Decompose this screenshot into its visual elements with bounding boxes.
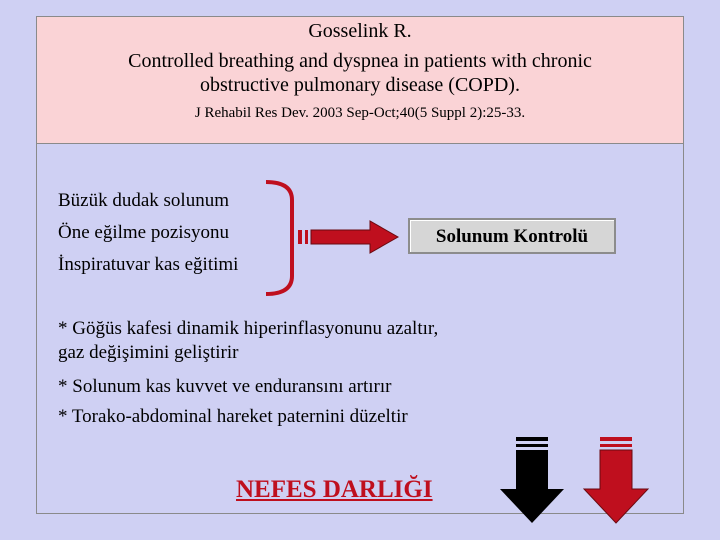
technique-item: Büzük dudak solunum bbox=[58, 190, 229, 211]
technique-item: İnspiratuvar kas eğitimi bbox=[58, 254, 239, 275]
reference-header bbox=[36, 16, 684, 144]
right-bracket-icon bbox=[262, 178, 298, 298]
effect-item: * Torako-abdominal hareket paternini düzeltir bbox=[58, 406, 408, 427]
breathing-control-label: Solunum Kontrolü bbox=[435, 226, 589, 247]
reference-journal: J Rehabil Res Dev. 2003 Sep-Oct;40(5 Suppl 2):25-33. bbox=[194, 105, 526, 121]
right-arrow-icon bbox=[298, 219, 402, 255]
down-arrow-red-icon bbox=[580, 437, 652, 525]
technique-item: Öne eğilme pozisyonu bbox=[58, 222, 229, 243]
effect-item: * Solunum kas kuvvet ve enduransını artırır bbox=[58, 376, 392, 397]
down-arrow-black-icon bbox=[496, 437, 568, 525]
reference-title-line-1: Controlled breathing and dyspnea in patients with chronic bbox=[128, 50, 592, 72]
effect-item-continuation: gaz değişimini geliştirir bbox=[58, 342, 239, 363]
breathing-control-box bbox=[408, 218, 616, 254]
dyspnea-heading: NEFES DARLIĞI bbox=[236, 476, 433, 503]
reference-title-line-2: obstructive pulmonary disease (COPD). bbox=[200, 74, 520, 96]
reference-author: Gosselink R. bbox=[308, 20, 412, 42]
effect-item: * Göğüs kafesi dinamik hiperinflasyonunu azaltır, bbox=[58, 318, 439, 339]
